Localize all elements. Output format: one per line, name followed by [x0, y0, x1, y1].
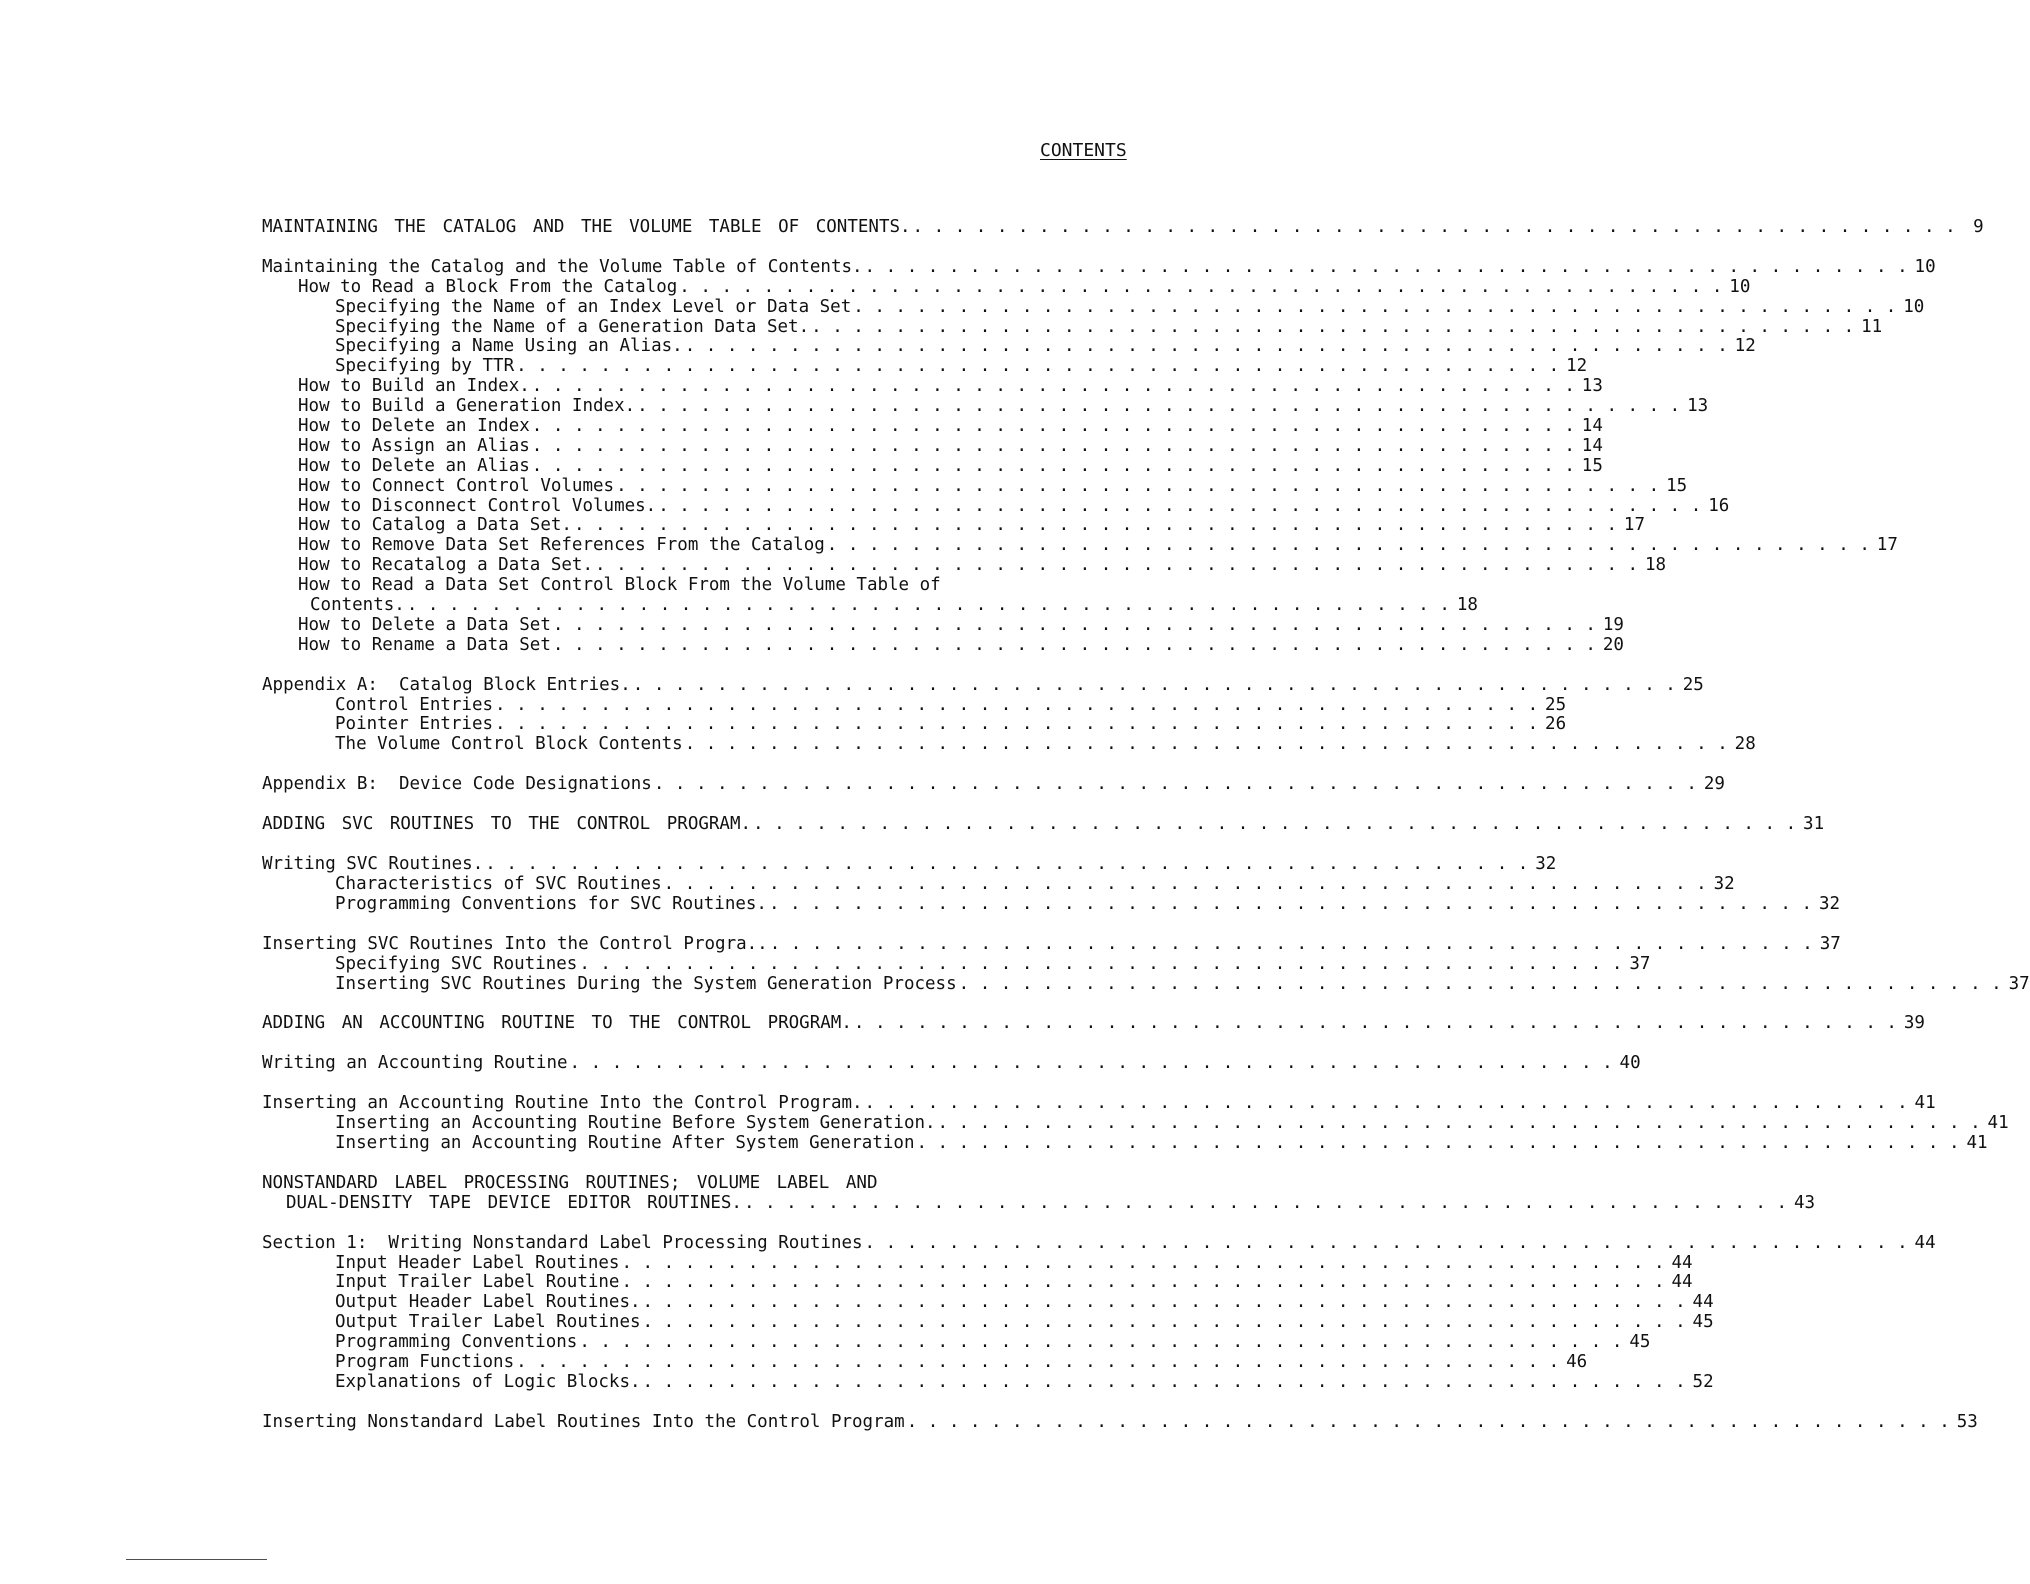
toc-entry[interactable]	[262, 515, 1645, 536]
toc-page-number: 45	[1692, 1312, 1714, 1333]
toc-entry[interactable]	[262, 475, 1688, 497]
toc-page-number: 39	[1903, 1013, 1925, 1034]
toc-entry-title: Input Header Label Routines	[335, 1252, 620, 1273]
toc-spacer	[262, 994, 1142, 1014]
toc-entry[interactable]	[262, 316, 1883, 338]
toc-dot-leader: . . . . . . . . . . . . . . . . . . . . . . . . . . . . . . . . . . . . . . . . . . . . . . . . . .	[569, 1053, 1613, 1074]
toc-page-number: 52	[1692, 1371, 1714, 1392]
toc-page-number: 32	[1713, 873, 1735, 894]
toc-entry[interactable]	[262, 336, 1756, 357]
toc-dot-leader: . . . . . . . . . . . . . . . . . . . . . . . . . . . . . . . . . . . . . . . . . . . . . . . . . .	[642, 1292, 1686, 1313]
toc-entry-title: Control Entries	[335, 694, 494, 715]
toc-page-number: 44	[1671, 1272, 1693, 1293]
toc-dot-leader: . . . . . . . . . . . . . . . . . . . . . . . . . . . . . . . . . . . . . . . . . . . . . . . . . .	[743, 1192, 1788, 1213]
toc-dot-leader: . . . . . . . . . . . . . . . . . . . . . . . . . . . . . . . . . . . . . . . . . . . . . . . . . .	[621, 1252, 1665, 1273]
toc-dot-leader: . . . . . . . . . . . . . . . . . . . . . . . . . . . . . . . . . . . . . . . . . . . . . . . . . .	[495, 694, 1539, 715]
toc-page-number: 44	[1692, 1292, 1714, 1313]
toc-entry-title: Programming Conventions for SVC Routines.	[335, 893, 767, 914]
toc-dot-leader: . . . . . . . . . . . . . . . . . . . . . . . . . . . . . . . . . . . . . . . . . . . . . . . . . .	[616, 475, 1660, 496]
toc-spacer	[262, 1074, 1142, 1094]
toc-entry[interactable]	[262, 535, 1898, 556]
toc-spacer	[262, 238, 1142, 258]
toc-dot-leader: . . . . . . . . . . . . . . . . . . . . . . . . . . . . . . . . . . . . . . . . . . . . . . . . . .	[531, 455, 1575, 476]
toc-spacer	[262, 755, 1142, 775]
toc-page-number: 19	[1602, 614, 1624, 635]
toc-entry-title: ADDING AN ACCOUNTING ROUTINE TO THE CONTROL PROGRAM.	[262, 1013, 852, 1034]
toc-entry-title: MAINTAINING THE CATALOG AND THE VOLUME TABLE OF CONTENTS.	[262, 217, 911, 237]
toc-dot-leader: . . . . . . . . . . . . . . . . . . . . . . . . . . . . . . . . . . . . . . . . . . . . . . . . . .	[579, 953, 1623, 974]
toc-page-number: 43	[1793, 1192, 1816, 1213]
toc-entry[interactable]	[262, 435, 1603, 457]
toc-entry-title: How to Delete an Alias	[298, 455, 530, 476]
toc-entry[interactable]	[262, 973, 2030, 995]
toc-entry[interactable]	[262, 674, 1704, 696]
toc-entry-title: The Volume Control Block Contents	[335, 734, 683, 755]
toc-entry[interactable]	[262, 734, 1756, 755]
toc-entry-title: How to Catalog a Data Set.	[298, 515, 572, 536]
toc-page-number: 25	[1545, 694, 1567, 715]
toc-entry[interactable]	[262, 376, 1603, 397]
toc-page-number: 44	[1914, 1232, 1936, 1253]
toc-entry[interactable]	[262, 714, 1567, 735]
toc-dot-leader: . . . . . . . . . . . . . . . . . . . . . . . . . . . . . . . . . . . . . . . . . . . . . . . . . .	[531, 376, 1575, 397]
toc-entry-title: Writing SVC Routines.	[262, 854, 484, 875]
toc-dot-leader: . . . . . . . . . . . . . . . . . . . . . . . . . . . . . . . . . . . . . . . . . . . . . . . . . .	[658, 495, 1702, 516]
toc-entry-title: Maintaining the Catalog and the Volume Table of Contents.	[262, 256, 863, 277]
toc-entry-title: How to Recatalog a Data Set.	[298, 555, 594, 576]
toc-entry-title: ADDING SVC ROUTINES TO THE CONTROL PROGRAM.	[262, 814, 752, 835]
toc-entry-title: Output Header Label Routines.	[335, 1292, 641, 1313]
toc-page-number: 32	[1535, 854, 1557, 875]
toc-entry-title: Specifying SVC Routines	[335, 953, 578, 974]
toc-dot-leader: . . . . . . . . . . . . . . . . . . . . . . . . . . . . . . . . . . . . . . . . . . . . . . . . . .	[621, 1272, 1665, 1293]
toc-dot-leader: . . . . . . . . . . . . . . . . . . . . . . . . . . . . . . . . . . . . . . . . . . . . . . . . . .	[516, 1351, 1560, 1372]
toc-page-number: 13	[1687, 396, 1709, 417]
toc-entry[interactable]	[262, 953, 1651, 975]
toc-entry[interactable]	[262, 276, 1751, 298]
toc-dot-leader: . . . . . . . . . . . . . . . . . . . . . . . . . . . . . . . . . . . . . . . . . . . . . . . . . .	[853, 1013, 1897, 1034]
toc-entry[interactable]	[262, 873, 1735, 895]
toc-page-number: 37	[1819, 933, 1841, 954]
toc-entry[interactable]	[262, 356, 1588, 377]
toc-spacer	[262, 1214, 1142, 1234]
toc-entry[interactable]	[262, 1093, 1936, 1114]
toc-entry[interactable]	[262, 256, 1936, 278]
toc-dot-leader: . . . . . . . . . . . . . . . . . . . . . . . . . . . . . . . . . . . . . . . . . . . . . . . . . .	[637, 396, 1681, 417]
toc-dot-leader: . . . . . . . . . . . . . . . . . . . . . . . . . . . . . . . . . . . . . . . . . . . . . . . . . .	[579, 1332, 1623, 1353]
toc-entry[interactable]	[262, 217, 1984, 238]
toc-entry-title: Programming Conventions	[335, 1332, 578, 1353]
toc-entry-title: How to Build a Generation Index.	[298, 396, 636, 417]
toc-entry-title: Appendix B: Device Code Designations	[262, 774, 652, 795]
toc-entry-title: How to Delete a Data Set	[298, 614, 551, 635]
toc-page-number: 28	[1734, 734, 1756, 755]
table-of-contents	[262, 217, 2030, 1433]
toc-entry[interactable]	[262, 455, 1603, 477]
toc-page-number: 17	[1876, 535, 1898, 556]
toc-entry[interactable]	[262, 1013, 1925, 1034]
toc-spacer	[262, 835, 1142, 855]
toc-dot-leader: . . . . . . . . . . . . . . . . . . . . . . . . . . . . . . . . . . . . . . . . . . . . . . . . . .	[642, 1371, 1686, 1392]
toc-page-number: 10	[1903, 296, 1925, 317]
toc-entry-title: Specifying by TTR	[335, 356, 515, 377]
toc-entry[interactable]	[262, 1351, 1588, 1373]
toc-dot-leader: . . . . . . . . . . . . . . . . . . . . . . . . . . . . . . . . . . . . . . . . . . . . . . . . . .	[495, 714, 1539, 735]
toc-entry-title: How to Rename a Data Set	[298, 634, 551, 655]
toc-dot-leader: . . . . . . . . . . . . . . . . . . . . . . . . . . . . . . . . . . . . . . . . . . . . . . . . . .	[937, 1113, 1981, 1134]
toc-page-number: 14	[1581, 435, 1603, 456]
toc-dot-leader: . . . . . . . . . . . . . . . . . . . . . . . . . . . . . . . . . . . . . . . . . . . . . . . . . .	[595, 555, 1639, 576]
toc-entry-title: Specifying a Name Using an Alias.	[335, 336, 683, 357]
toc-entry[interactable]	[262, 634, 1624, 656]
toc-entry-title: How to Delete an Index	[298, 416, 530, 437]
toc-page-number: 12	[1734, 336, 1756, 357]
toc-spacer	[262, 1154, 1142, 1174]
toc-entry-title: How to Assign an Alias	[298, 435, 530, 456]
toc-dot-leader: . . . . . . . . . . . . . . . . . . . . . . . . . . . . . . . . . . . . . . . . . . . . . . . . . .	[768, 893, 1813, 914]
toc-entry[interactable]	[262, 774, 1725, 795]
toc-dot-leader: . . . . . . . . . . . . . . . . . . . . . . . . . . . . . . . . . . . . . . . . . . . . . . . . . .	[679, 276, 1723, 297]
toc-entry-title: Inserting an Accounting Routine Into the Control Program.	[262, 1093, 863, 1114]
toc-entry-title: Output Trailer Label Routines	[335, 1312, 641, 1333]
toc-spacer	[262, 656, 1142, 676]
toc-entry[interactable]	[262, 1132, 1988, 1154]
toc-entry-title: Pointer Entries	[335, 714, 494, 735]
toc-entry[interactable]	[262, 416, 1603, 437]
toc-entry-title: Writing an Accounting Routine	[262, 1053, 568, 1074]
toc-entry[interactable]	[262, 694, 1567, 716]
toc-page-number: 25	[1682, 674, 1704, 695]
toc-entry-title: NONSTANDARD LABEL PROCESSING ROUTINES; VOLUME LABEL AND	[262, 1172, 878, 1193]
toc-entry-title: Appendix A: Catalog Block Entries.	[262, 674, 631, 695]
toc-dot-leader: . . . . . . . . . . . . . . . . . . . . . . . . . . . . . . . . . . . . . . . . . . . . . . . . . .	[531, 416, 1575, 437]
toc-dot-leader: . . . . . . . . . . . . . . . . . . . . . . . . . . . . . . . . . . . . . . . . . . . . . . . . . .	[916, 1132, 1960, 1153]
toc-entry[interactable]	[262, 854, 1557, 875]
toc-entry[interactable]	[262, 495, 1730, 517]
toc-entry-title: How to Read a Block From the Catalog	[298, 276, 678, 297]
toc-entry-title: Inserting an Accounting Routine Before System Generation.	[335, 1113, 936, 1134]
toc-page-number: 41	[1914, 1093, 1936, 1114]
toc-entry[interactable]	[262, 1232, 1936, 1254]
toc-dot-leader: . . . . . . . . . . . . . . . . . . . . . . . . . . . . . . . . . . . . . . . . . . . . . . . . . .	[485, 854, 1529, 875]
toc-dot-leader: . . . . . . . . . . . . . . . . . . . . . . . . . . . . . . . . . . . . . . . . . . . . . . . . . .	[864, 1232, 1908, 1253]
toc-entry[interactable]	[262, 893, 1841, 915]
toc-page-number: 41	[1987, 1113, 2009, 1134]
toc-entry[interactable]	[262, 1312, 1714, 1333]
toc-spacer	[262, 1393, 1142, 1413]
toc-dot-leader: . . . . . . . . . . . . . . . . . . . . . . . . . . . . . . . . . . . . . . . . . . . . . . . . . .	[684, 734, 1728, 755]
toc-entry-title: Specifying the Name of an Index Level or Data Set	[335, 296, 852, 317]
toc-entry-title: How to Read a Data Set Control Block From the Volume Table of	[298, 575, 941, 596]
toc-entry[interactable]	[262, 576, 1142, 596]
toc-page-number: 9	[1973, 217, 1984, 237]
toc-dot-leader: . . . . . . . . . . . . . . . . . . . . . . . . . . . . . . . . . . . . . . . . . . . . . . . . . .	[653, 774, 1697, 795]
toc-spacer	[262, 1034, 1142, 1054]
toc-page-number: 44	[1671, 1252, 1693, 1273]
toc-entry-title: Contents.	[310, 595, 405, 616]
toc-page-number: 16	[1708, 495, 1730, 516]
toc-dot-leader: . . . . . . . . . . . . . . . . . . . . . . . . . . . . . . . . . . . . . . . . . . . . . . . . . .	[632, 674, 1676, 695]
toc-entry-title: Specifying the Name of a Generation Data Set.	[335, 316, 810, 337]
toc-page-number: 15	[1666, 475, 1688, 496]
toc-page-number: 13	[1581, 376, 1603, 397]
toc-dot-leader: . . . . . . . . . . . . . . . . . . . . . . . . . . . . . . . . . . . . . . . . . . . . . . . . . .	[912, 217, 1956, 237]
toc-dot-leader: . . . . . . . . . . . . . . . . . . . . . . . . . . . . . . . . . . . . . . . . . . . . . . . . . .	[753, 814, 1797, 835]
toc-page-number: 17	[1623, 515, 1645, 536]
toc-page-number: 40	[1619, 1053, 1641, 1074]
toc-entry-title: Section 1: Writing Nonstandard Label Processing Routines	[262, 1232, 863, 1253]
toc-page-number: 11	[1861, 316, 1883, 337]
toc-dot-leader: . . . . . . . . . . . . . . . . . . . . . . . . . . . . . . . . . . . . . . . . . . . . . . . . . .	[552, 614, 1596, 635]
toc-page-number: 46	[1566, 1351, 1588, 1372]
toc-entry[interactable]	[262, 1174, 1142, 1194]
toc-page-number: 29	[1703, 774, 1725, 795]
toc-entry[interactable]	[262, 1252, 1693, 1274]
toc-entry[interactable]	[262, 296, 1925, 318]
toc-dot-leader: . . . . . . . . . . . . . . . . . . . . . . . . . . . . . . . . . . . . . . . . . . . . . . . . . .	[958, 973, 2002, 994]
toc-page-number: 14	[1581, 416, 1603, 437]
toc-page-number: 53	[1956, 1411, 1978, 1432]
toc-entry[interactable]	[262, 814, 1825, 835]
toc-entry-title: Explanations of Logic Blocks.	[335, 1371, 641, 1392]
toc-page-number: 37	[2008, 973, 2030, 994]
toc-page-number: 32	[1818, 893, 1841, 914]
toc-entry[interactable]	[262, 555, 1667, 576]
toc-dot-leader: . . . . . . . . . . . . . . . . . . . . . . . . . . . . . . . . . . . . . . . . . . . . . . . . . .	[531, 435, 1575, 456]
toc-dot-leader: . . . . . . . . . . . . . . . . . . . . . . . . . . . . . . . . . . . . . . . . . . . . . . . . . .	[552, 634, 1596, 655]
toc-entry[interactable]	[262, 396, 1709, 417]
toc-entry[interactable]	[262, 1332, 1651, 1353]
toc-entry[interactable]	[262, 1292, 1714, 1313]
footer-rule	[126, 1559, 267, 1560]
toc-entry-title: Program Functions	[335, 1351, 515, 1372]
toc-dot-leader: . . . . . . . . . . . . . . . . . . . . . . . . . . . . . . . . . . . . . . . . . . . . . . . . . .	[906, 1411, 1950, 1432]
toc-entry-title: Characteristics of SVC Routines	[335, 873, 662, 894]
toc-page-number: 10	[1914, 256, 1936, 277]
toc-entry-title: DUAL-DENSITY TAPE DEVICE EDITOR ROUTINES.	[286, 1192, 742, 1213]
toc-page-number: 45	[1629, 1332, 1651, 1353]
toc-entry-title: How to Remove Data Set References From the Catalog	[298, 535, 825, 556]
toc-entry[interactable]	[262, 595, 1478, 616]
toc-entry[interactable]	[262, 1192, 1816, 1214]
toc-entry-title: How to Build an Index.	[298, 376, 530, 397]
toc-entry-title: Inserting an Accounting Routine After System Generation	[335, 1132, 915, 1153]
toc-dot-leader: . . . . . . . . . . . . . . . . . . . . . . . . . . . . . . . . . . . . . . . . . . . . . . . . . .	[864, 1093, 1908, 1114]
toc-page-number: 15	[1581, 455, 1603, 476]
toc-spacer	[262, 795, 1142, 815]
toc-dot-leader: . . . . . . . . . . . . . . . . . . . . . . . . . . . . . . . . . . . . . . . . . . . . . . . . . .	[406, 595, 1450, 616]
toc-entry-title: Inserting SVC Routines Into the Control Progra..	[262, 933, 768, 954]
toc-entry-title: Input Trailer Label Routine	[335, 1272, 620, 1293]
toc-dot-leader: . . . . . . . . . . . . . . . . . . . . . . . . . . . . . . . . . . . . . . . . . . . . . . . . . .	[853, 296, 1897, 317]
toc-dot-leader: . . . . . . . . . . . . . . . . . . . . . . . . . . . . . . . . . . . . . . . . . . . . . . . . . .	[516, 356, 1560, 377]
toc-page-number: 20	[1602, 634, 1624, 655]
toc-page-number: 12	[1566, 356, 1588, 377]
toc-page-number: 10	[1729, 276, 1751, 297]
toc-entry-title: How to Disconnect Control Volumes.	[298, 495, 657, 516]
toc-entry[interactable]	[262, 1053, 1641, 1074]
toc-dot-leader: . . . . . . . . . . . . . . . . . . . . . . . . . . . . . . . . . . . . . . . . . . . . . . . . . .	[769, 933, 1813, 954]
page-title: CONTENTS	[1040, 140, 1127, 161]
toc-page-number: 26	[1545, 714, 1567, 735]
toc-entry[interactable]	[262, 933, 1841, 955]
toc-spacer	[262, 915, 1142, 935]
toc-dot-leader: . . . . . . . . . . . . . . . . . . . . . . . . . . . . . . . . . . . . . . . . . . . . . . . . . .	[684, 336, 1728, 357]
toc-page-number: 18	[1645, 555, 1667, 576]
toc-dot-leader: . . . . . . . . . . . . . . . . . . . . . . . . . . . . . . . . . . . . . . . . . . . . . . . . . .	[642, 1312, 1686, 1333]
toc-dot-leader: . . . . . . . . . . . . . . . . . . . . . . . . . . . . . . . . . . . . . . . . . . . . . . . . . .	[864, 256, 1908, 277]
toc-entry[interactable]	[262, 1113, 2009, 1134]
toc-entry[interactable]	[262, 1272, 1693, 1293]
toc-page-number: 37	[1629, 953, 1651, 974]
toc-dot-leader: . . . . . . . . . . . . . . . . . . . . . . . . . . . . . . . . . . . . . . . . . . . . . . . . . .	[811, 316, 1855, 337]
toc-dot-leader: . . . . . . . . . . . . . . . . . . . . . . . . . . . . . . . . . . . . . . . . . . . . . . . . . .	[573, 515, 1617, 536]
toc-entry[interactable]	[262, 1411, 1978, 1433]
toc-entry-title: Inserting SVC Routines During the System Generation Process	[335, 973, 957, 994]
toc-page-number: 31	[1803, 814, 1825, 835]
toc-dot-leader: . . . . . . . . . . . . . . . . . . . . . . . . . . . . . . . . . . . . . . . . . . . . . . . . . .	[663, 873, 1707, 894]
toc-page-number: 18	[1456, 595, 1478, 616]
toc-entry-title: Inserting Nonstandard Label Routines Into the Control Program	[262, 1411, 905, 1432]
toc-entry[interactable]	[262, 1371, 1714, 1393]
toc-entry[interactable]	[262, 614, 1624, 636]
toc-dot-leader: . . . . . . . . . . . . . . . . . . . . . . . . . . . . . . . . . . . . . . . . . . . . . . . . . .	[826, 535, 1870, 556]
toc-page-number: 41	[1966, 1132, 1988, 1153]
toc-entry-title: How to Connect Control Volumes	[298, 475, 615, 496]
